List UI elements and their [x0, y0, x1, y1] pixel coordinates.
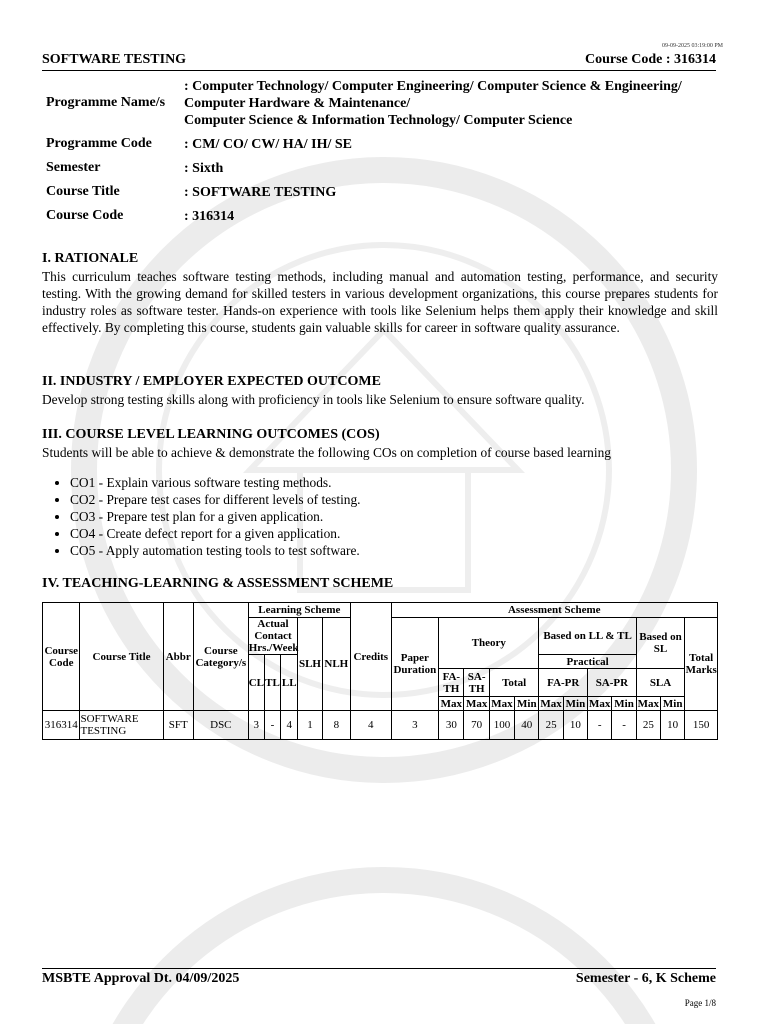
scheme-heading: IV. TEACHING-LEARNING & ASSESSMENT SCHEME	[42, 576, 394, 591]
semester-row	[46, 160, 726, 184]
th-min: Min	[563, 697, 587, 711]
th-cl: CL	[248, 655, 264, 711]
course-code-row	[46, 208, 726, 232]
th-total: Total	[489, 669, 539, 697]
programme-line: : Computer Technology/ Computer Engineering/ Computer Science & Engineering/	[184, 79, 682, 94]
course-outcome-item: • CO4 - Create defect report for a given application.	[70, 525, 361, 542]
semester-label: Semester	[46, 160, 101, 175]
course-outcomes-heading: III. COURSE LEVEL LEARNING OUTCOMES (COS)	[42, 427, 380, 442]
th-fa-pr: FA-PR	[539, 669, 588, 697]
cell-category: DSC	[193, 711, 248, 740]
th-min: Min	[515, 697, 539, 711]
th-total-marks: Total Marks	[685, 618, 718, 711]
cell-paper-duration: 3	[391, 711, 439, 740]
th-fa-th: FA-TH	[439, 669, 464, 697]
course-code-label: Course Code	[46, 208, 124, 223]
th-course-title: Course Title	[80, 603, 163, 711]
th-theory: Theory	[439, 618, 539, 669]
course-title-label: Course Title	[46, 184, 120, 199]
th-credits: Credits	[351, 603, 392, 711]
page-header	[42, 52, 716, 71]
industry-outcome-heading: II. INDUSTRY / EMPLOYER EXPECTED OUTCOME	[42, 374, 381, 389]
page-footer	[42, 968, 716, 987]
th-max: Max	[465, 697, 488, 710]
course-outcomes-intro: Students will be able to achieve & demonstrate the following COs on completion of course based learning	[42, 445, 611, 460]
programme-code-label: Programme Code	[46, 136, 152, 151]
th-sa-th: SA-TH	[464, 669, 489, 697]
cell-fa-pr-max: 25	[539, 711, 563, 740]
th-actual-contact: Actual Contact Hrs./Week	[248, 618, 299, 654]
teaching-assessment-table	[42, 602, 718, 740]
cell-sa-pr-max: -	[588, 711, 612, 740]
cell-sla-min: 10	[661, 711, 685, 740]
course-outcome-item: • CO5 - Apply automation testing tools to test software.	[70, 542, 361, 559]
table-row	[43, 711, 718, 740]
header-title: SOFTWARE TESTING	[42, 52, 187, 67]
th-max: Max	[540, 697, 562, 710]
cell-course-title: SOFTWARE TESTING	[80, 711, 163, 740]
programme-line: Computer Science & Information Technology/ Computer Science	[184, 113, 573, 128]
cell-slh: 1	[298, 711, 322, 740]
print-timestamp: 09-09-2025 03:19:00 PM	[661, 43, 723, 49]
programme-line: Computer Hardware & Maintenance/	[184, 96, 411, 111]
cell-credits: 4	[351, 711, 392, 740]
cell-abbr: SFT	[163, 711, 193, 740]
industry-outcome-text: Develop strong testing skills along with proficiency in tools like Selenium to ensure software quality.	[42, 392, 585, 407]
cell-cl: 3	[248, 711, 264, 740]
course-code-value: : 316314	[184, 209, 235, 224]
cell-tl: -	[264, 711, 280, 740]
th-max: Max	[637, 697, 660, 710]
cell-total-max: 100	[489, 711, 514, 740]
th-paper-duration: Paper Duration	[391, 618, 439, 711]
footer-approval: MSBTE Approval Dt. 04/09/2025	[42, 971, 240, 986]
cell-nlh: 8	[322, 711, 350, 740]
course-outcomes-list	[52, 474, 361, 559]
th-ll: LL	[281, 655, 298, 711]
programme-name-row	[46, 78, 726, 136]
course-title-row	[46, 184, 726, 208]
th-min: Min	[661, 697, 685, 711]
course-outcome-item: • CO1 - Explain various software testing methods.	[70, 474, 361, 491]
th-course-code: Course Code	[43, 603, 80, 711]
footer-semester: Semester - 6, K Scheme	[575, 971, 716, 986]
programme-name-label: Programme Name/s	[46, 95, 166, 110]
header-course-code: Course Code : 316314	[584, 52, 716, 67]
th-tl: TL	[264, 655, 280, 711]
cell-fa-th-max: 30	[439, 711, 464, 740]
rationale-heading: I. RATIONALE	[42, 251, 139, 266]
programme-code-row	[46, 136, 726, 160]
th-max: Max	[589, 697, 611, 710]
th-max: Max	[491, 697, 513, 710]
cell-ll: 4	[281, 711, 298, 740]
course-outcome-item: • CO2 - Prepare test cases for different levels of testing.	[70, 491, 361, 508]
course-title-value: : SOFTWARE TESTING	[184, 185, 337, 200]
th-min: Min	[612, 697, 636, 711]
cell-sa-pr-min: -	[612, 711, 636, 740]
cell-total-min: 40	[515, 711, 539, 740]
th-based-sl: Based on SL	[636, 618, 685, 669]
cell-total-marks: 150	[685, 711, 718, 740]
th-assessment-scheme: Assessment Scheme	[391, 603, 717, 618]
th-max: Max	[440, 697, 463, 710]
th-sa-pr: SA-PR	[588, 669, 637, 697]
th-category: Course Category/s	[193, 603, 248, 711]
cell-fa-pr-min: 10	[563, 711, 587, 740]
cell-sla-max: 25	[636, 711, 660, 740]
th-sla: SLA	[636, 669, 685, 697]
th-slh: SLH	[298, 618, 322, 711]
cell-course-code: 316314	[43, 711, 80, 740]
th-based-ll-tl: Based on LL & TL	[539, 618, 636, 655]
cell-sa-th-max: 70	[464, 711, 489, 740]
programme-code-value: : CM/ CO/ CW/ HA/ IH/ SE	[184, 137, 353, 152]
course-info-block	[46, 78, 726, 232]
programme-name-value	[184, 78, 726, 136]
th-abbr: Abbr	[163, 603, 193, 711]
th-nlh: NLH	[322, 618, 350, 711]
page-number: Page 1/8	[684, 998, 716, 1008]
course-outcome-item: • CO3 - Prepare test plan for a given application.	[70, 508, 361, 525]
th-practical: Practical	[539, 655, 636, 669]
rationale-text: This curriculum teaches software testing methods, including manual and automation testing, performance, and security testing. With the growing demand for skilled testers in various development organizations, this course prepares students for industry roles as software tester. Hands-on experience with tools like Selenium helps them apply their knowledge and skill effectively. By completing this course, students gain valuable skills for career in software quality assurance.	[42, 269, 718, 335]
semester-value: : Sixth	[184, 161, 224, 176]
th-learning-scheme: Learning Scheme	[248, 603, 350, 618]
